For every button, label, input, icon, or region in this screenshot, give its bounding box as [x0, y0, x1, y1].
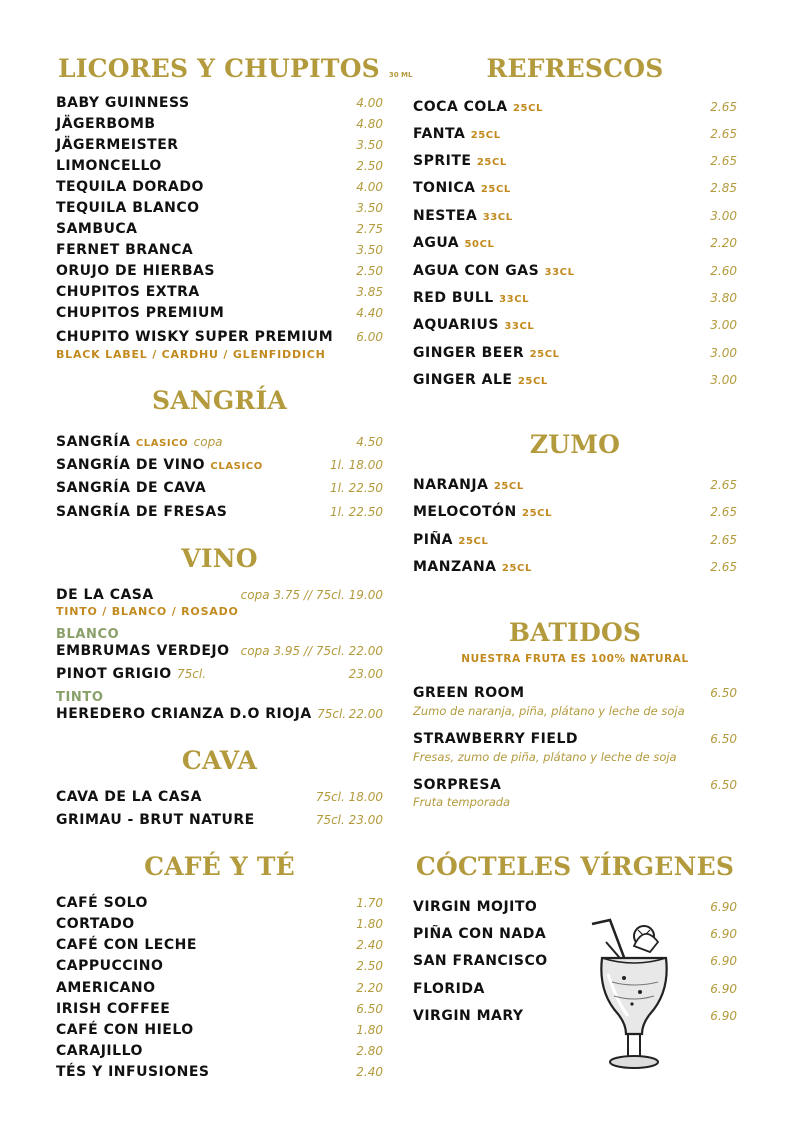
- section-title-cocteles: CÓCTELES VÍRGENES: [415, 852, 735, 881]
- menu-item: FERNET BRANCA 3.50: [56, 242, 383, 258]
- item-description: Fresas, zumo de piña, plátano y leche de soja: [413, 750, 677, 764]
- batidos-note: NUESTRA FRUTA ES 100% NATURAL: [461, 653, 689, 665]
- menu-item: NARANJA 25CL 2.65: [413, 477, 737, 493]
- menu-item: GREEN ROOM 6.50: [413, 685, 737, 701]
- section-title-sangria: SANGRÍA: [152, 386, 287, 415]
- section-title-zumo: ZUMO: [529, 430, 621, 459]
- menu-item: VIRGIN MARY 6.90: [413, 1008, 737, 1024]
- menu-item: GRIMAU - BRUT NATURE 75cl. 23.00: [56, 812, 383, 828]
- menu-item: PIÑA 25CL 2.65: [413, 532, 737, 548]
- menu-item: MANZANA 25CL 2.65: [413, 559, 737, 575]
- menu-item: ORUJO DE HIERBAS 2.50: [56, 263, 383, 279]
- menu-item: AGUA 50CL 2.20: [413, 235, 737, 251]
- menu-item: SANGRÍA DE VINO CLASICO 1l. 18.00: [56, 457, 383, 473]
- item-description: Fruta temporada: [413, 795, 511, 809]
- menu-item: TEQUILA DORADO 4.00: [56, 179, 383, 195]
- menu-item: SAMBUCA 2.75: [56, 221, 383, 237]
- menu-item: PIÑA CON NADA 6.90: [413, 926, 737, 942]
- menu-item: FLORIDA 6.90: [413, 981, 737, 997]
- menu-item: TEQUILA BLANCO 3.50: [56, 200, 383, 216]
- menu-item: IRISH COFFEE 6.50: [56, 1001, 383, 1017]
- menu-item: RED BULL 33CL 3.80: [413, 290, 737, 306]
- menu-item: AMERICANO 2.20: [56, 980, 383, 996]
- menu-item: FANTA 25CL 2.65: [413, 126, 737, 142]
- menu-item: GINGER BEER 25CL 3.00: [413, 345, 737, 361]
- section-title-cafe: CAFÉ Y TÉ: [144, 852, 295, 881]
- section-title-vino: VINO: [181, 544, 258, 573]
- menu-item: NESTEA 33CL 3.00: [413, 208, 737, 224]
- category-tinto: TINTO: [56, 690, 104, 705]
- item-description: Zumo de naranja, piña, plátano y leche de soja: [413, 704, 685, 718]
- section-title-refrescos: REFRESCOS: [486, 54, 664, 83]
- menu-item: COCA COLA 25CL 2.65: [413, 99, 737, 115]
- licores-title: LICORES Y CHUPITOS: [58, 54, 380, 83]
- menu-item: HEREDERO CRIANZA D.O RIOJA 75cl. 22.00: [56, 706, 383, 722]
- menu-item: LIMONCELLO 2.50: [56, 158, 383, 174]
- menu-item: MELOCOTÓN 25CL 2.65: [413, 504, 737, 520]
- menu-item: CAPPUCCINO 2.50: [56, 958, 383, 974]
- left-column: [56, 0, 413, 1123]
- menu-item: SANGRÍA DE FRESAS 1l. 22.50: [56, 504, 383, 520]
- menu-item: SAN FRANCISCO 6.90: [413, 953, 737, 969]
- section-title-cava: CAVA: [181, 746, 258, 775]
- menu-item: EMBRUMAS VERDEJO copa 3.95 // 75cl. 22.00: [56, 643, 383, 659]
- menu-item: CARAJILLO 2.80: [56, 1043, 383, 1059]
- premium-note: BLACK LABEL / CARDHU / GLENFIDDICH: [56, 348, 326, 361]
- menu-item: CAFÉ CON HIELO 1.80: [56, 1022, 383, 1038]
- wine-colors-note: TINTO / BLANCO / ROSADO: [56, 605, 239, 618]
- category-blanco: BLANCO: [56, 627, 120, 642]
- menu-item: TONICA 25CL 2.85: [413, 180, 737, 196]
- menu-item: CAFÉ SOLO 1.70: [56, 895, 383, 911]
- menu-item: VIRGIN MOJITO 6.90: [413, 899, 737, 915]
- menu-item: CAFÉ CON LECHE 2.40: [56, 937, 383, 953]
- menu-item: CHUPITOS PREMIUM 4.40: [56, 305, 383, 321]
- menu-item: SORPRESA 6.50: [413, 777, 737, 793]
- menu-item: CHUPITOS EXTRA 3.85: [56, 284, 383, 300]
- menu-item: SANGRÍA CLASICO copa 4.50: [56, 434, 383, 450]
- menu-item: PINOT GRIGIO 75cl. 23.00: [56, 666, 383, 682]
- menu-item: SANGRÍA DE CAVA 1l. 22.50: [56, 480, 383, 496]
- menu-item: TÉS Y INFUSIONES 2.40: [56, 1064, 383, 1080]
- menu-item: JÄGERMEISTER 3.50: [56, 137, 383, 153]
- menu-item: AGUA CON GAS 33CL 2.60: [413, 263, 737, 279]
- menu-item: STRAWBERRY FIELD 6.50: [413, 731, 737, 747]
- menu-item: CORTADO 1.80: [56, 916, 383, 932]
- menu-item: AQUARIUS 33CL 3.00: [413, 317, 737, 333]
- menu-item: JÄGERBOMB 4.80: [56, 116, 383, 132]
- menu-item: DE LA CASA copa 3.75 // 75cl. 19.00: [56, 587, 383, 603]
- menu-item: SPRITE 25CL 2.65: [413, 153, 737, 169]
- menu-item: CAVA DE LA CASA 75cl. 18.00: [56, 789, 383, 805]
- section-title-licores: [58, 54, 412, 83]
- menu-item: GINGER ALE 25CL 3.00: [413, 372, 737, 388]
- menu-item: CHUPITO WISKY SUPER PREMIUM 6.00: [56, 329, 383, 345]
- right-column: [413, 0, 737, 1123]
- menu-item: BABY GUINNESS 4.00: [56, 95, 383, 111]
- cocktail-glass-icon: [588, 912, 680, 1072]
- section-title-batidos: BATIDOS: [508, 618, 642, 647]
- licores-unit: 30 ML: [388, 71, 413, 79]
